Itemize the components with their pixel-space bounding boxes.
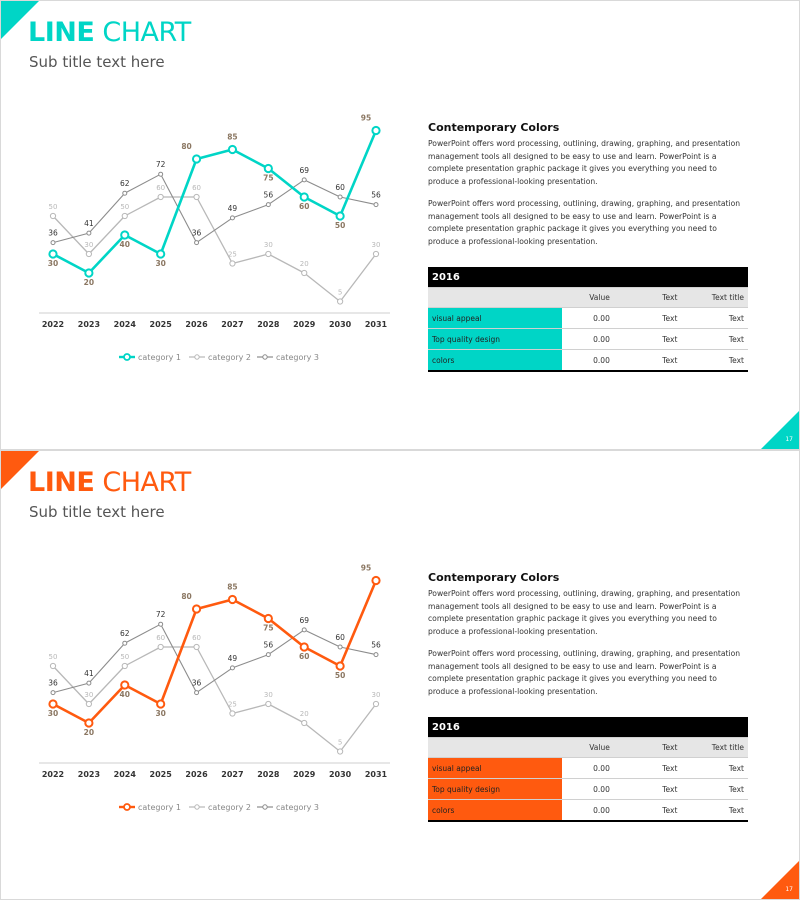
data-label: 95 xyxy=(360,113,372,123)
row-text: Text xyxy=(612,800,680,822)
legend-swatch-marker xyxy=(124,354,130,360)
info-paragraph-1: PowerPoint offers word processing, outlining, drawing, graphing, and presentation management tools all designed to be easy to use and learn. PowerPoint is a complete presentation graphic package it gives you everything you need to produce a professional-looking presentation. xyxy=(428,139,741,186)
table-row xyxy=(428,758,748,779)
data-point xyxy=(86,701,91,706)
data-label: 30 xyxy=(47,709,59,718)
data-point xyxy=(195,241,199,245)
data-label: 62 xyxy=(120,179,130,189)
data-label: 30 xyxy=(84,241,94,249)
x-tick-label: 2024 xyxy=(113,320,136,329)
data-label: 85 xyxy=(227,132,238,142)
data-point xyxy=(266,701,271,706)
data-table xyxy=(428,267,748,372)
info-paragraph-2: PowerPoint offers word processing, outlining, drawing, graphing, and presentation management tools all designed to be easy to use and learn. PowerPoint is a complete presentation graphic package it gives you everything you need to produce a professional-looking presentation. xyxy=(428,649,741,696)
data-label: 69 xyxy=(299,165,309,175)
data-point xyxy=(121,231,128,238)
series-line-2 xyxy=(53,197,376,302)
data-point xyxy=(230,666,234,670)
row-text-title: Text xyxy=(679,329,748,350)
data-table xyxy=(428,717,748,822)
row-label: colors xyxy=(428,800,562,822)
data-point xyxy=(338,645,342,649)
slide-2 xyxy=(0,450,800,900)
x-tick-label: 2022 xyxy=(41,320,65,329)
row-text-title: Text xyxy=(679,308,748,329)
data-point xyxy=(123,641,127,645)
x-tick-label: 2031 xyxy=(364,320,388,329)
data-point xyxy=(337,212,344,219)
data-label: 95 xyxy=(360,563,372,573)
data-label: 60 xyxy=(156,634,166,642)
data-label: 60 xyxy=(156,184,166,192)
data-point xyxy=(230,711,235,716)
data-point xyxy=(159,622,163,626)
data-point xyxy=(157,250,164,257)
data-point xyxy=(194,194,199,199)
data-point xyxy=(86,251,91,256)
data-point xyxy=(338,749,343,754)
data-label: 30 xyxy=(47,259,59,268)
x-tick-label: 2030 xyxy=(328,320,352,329)
data-label: 56 xyxy=(371,640,381,650)
legend-entry: category 3 xyxy=(276,803,319,812)
data-point xyxy=(266,251,271,256)
data-point xyxy=(194,644,199,649)
data-label: 25 xyxy=(227,250,237,259)
table-header-text-title: Text title xyxy=(679,738,748,758)
data-label: 30 xyxy=(371,691,381,699)
table-header-value: Value xyxy=(562,738,612,758)
data-point xyxy=(49,250,56,257)
data-point xyxy=(122,663,127,668)
data-point xyxy=(50,663,55,668)
data-label: 30 xyxy=(155,259,166,268)
series-line-1 xyxy=(53,581,376,724)
data-label: 5 xyxy=(337,738,343,747)
data-point xyxy=(122,213,127,218)
corner-accent-bottom-right xyxy=(761,861,799,899)
data-label: 50 xyxy=(120,203,130,211)
data-point xyxy=(230,261,235,266)
data-label: 50 xyxy=(334,221,346,230)
x-tick-label: 2026 xyxy=(185,770,208,779)
title-strong: LINE xyxy=(28,17,95,48)
row-text: Text xyxy=(612,350,680,372)
data-point xyxy=(302,178,306,182)
info-heading: Contemporary Colors xyxy=(428,121,560,134)
data-label: 30 xyxy=(263,691,273,699)
legend-entry: category 1 xyxy=(138,803,181,812)
x-tick-label: 2026 xyxy=(185,320,208,329)
data-point xyxy=(302,720,307,725)
x-tick-label: 2029 xyxy=(293,770,316,779)
table-row xyxy=(428,329,748,350)
data-label: 60 xyxy=(335,633,345,642)
info-heading: Contemporary Colors xyxy=(428,571,560,584)
data-point xyxy=(373,701,378,706)
data-label: 40 xyxy=(119,240,130,249)
data-label: 60 xyxy=(335,183,345,192)
title-strong: LINE xyxy=(28,467,95,498)
legend-entry: category 2 xyxy=(208,353,251,362)
data-point xyxy=(157,700,164,707)
data-label: 62 xyxy=(120,629,130,639)
table-row xyxy=(428,308,748,329)
data-point xyxy=(301,643,308,650)
data-label: 36 xyxy=(48,228,58,238)
data-point xyxy=(266,203,270,207)
data-point xyxy=(85,269,92,276)
table-title: 2016 xyxy=(428,717,748,738)
row-label: Top quality design xyxy=(428,779,562,800)
info-paragraph-1: PowerPoint offers word processing, outlining, drawing, graphing, and presentation management tools all designed to be easy to use and learn. PowerPoint is a complete presentation graphic package it gives you everything you need to produce a professional-looking presentation. xyxy=(428,589,741,636)
data-point xyxy=(230,216,234,220)
data-label: 60 xyxy=(192,184,202,192)
series-line-1 xyxy=(53,131,376,274)
data-label: 60 xyxy=(299,652,310,661)
data-label: 20 xyxy=(299,710,309,718)
data-point xyxy=(158,194,163,199)
legend-swatch-marker xyxy=(263,355,267,359)
x-tick-label: 2025 xyxy=(149,320,172,329)
legend-entry: category 3 xyxy=(276,353,319,362)
row-text: Text xyxy=(612,308,680,329)
x-tick-label: 2023 xyxy=(77,320,101,329)
table-title: 2016 xyxy=(428,267,748,288)
data-point xyxy=(49,700,56,707)
data-label: 85 xyxy=(227,582,238,592)
data-point xyxy=(85,719,92,726)
data-point xyxy=(229,596,236,603)
data-point xyxy=(338,195,342,199)
data-label: 20 xyxy=(299,260,309,268)
data-label: 30 xyxy=(84,691,94,699)
series-line-2 xyxy=(53,647,376,752)
data-point xyxy=(229,146,236,153)
row-text-title: Text xyxy=(679,800,748,822)
legend-swatch-marker xyxy=(124,804,130,810)
table-header-empty xyxy=(428,288,562,308)
row-label: colors xyxy=(428,350,562,372)
data-point xyxy=(374,203,378,207)
data-point xyxy=(266,653,270,657)
x-tick-label: 2024 xyxy=(113,770,136,779)
x-tick-label: 2023 xyxy=(77,770,101,779)
table-header-text-title: Text title xyxy=(679,288,748,308)
data-point xyxy=(337,662,344,669)
row-value: 0.00 xyxy=(562,350,612,372)
data-point xyxy=(372,127,379,134)
data-label: 69 xyxy=(299,615,309,625)
x-tick-label: 2029 xyxy=(293,320,316,329)
data-label: 50 xyxy=(334,671,346,680)
line-chart-svg xyxy=(31,111,401,371)
x-tick-label: 2025 xyxy=(149,770,172,779)
data-point xyxy=(302,628,306,632)
data-point xyxy=(159,172,163,176)
data-point xyxy=(87,231,91,235)
data-label: 50 xyxy=(120,653,130,661)
data-label: 80 xyxy=(181,592,192,601)
data-label: 36 xyxy=(191,678,202,688)
table-row xyxy=(428,350,748,372)
row-text-title: Text xyxy=(679,758,748,779)
x-tick-label: 2030 xyxy=(328,770,352,779)
data-point xyxy=(302,270,307,275)
data-point xyxy=(374,653,378,657)
data-label: 20 xyxy=(83,728,95,737)
data-label: 30 xyxy=(263,241,273,249)
data-label: 49 xyxy=(227,203,238,213)
row-text: Text xyxy=(612,329,680,350)
data-label: 60 xyxy=(192,634,202,642)
table-header-value: Value xyxy=(562,288,612,308)
data-label: 41 xyxy=(84,669,94,679)
info-paragraph-2: PowerPoint offers word processing, outlining, drawing, graphing, and presentation management tools all designed to be easy to use and learn. PowerPoint is a complete presentation graphic package it gives you everything you need to produce a professional-looking presentation. xyxy=(428,199,741,246)
data-point xyxy=(123,191,127,195)
legend-entry: category 1 xyxy=(138,353,181,362)
row-value: 0.00 xyxy=(562,329,612,350)
data-label: 80 xyxy=(181,142,192,151)
line-chart-svg xyxy=(31,561,401,821)
data-label: 36 xyxy=(191,228,202,238)
data-label: 56 xyxy=(263,190,274,200)
page-number: 17 xyxy=(785,436,793,443)
data-label: 60 xyxy=(299,202,310,211)
data-point xyxy=(372,577,379,584)
info-block xyxy=(428,571,748,708)
data-point xyxy=(193,605,200,612)
row-text: Text xyxy=(612,779,680,800)
data-point xyxy=(193,155,200,162)
data-point xyxy=(195,691,199,695)
data-point xyxy=(373,251,378,256)
row-value: 0.00 xyxy=(562,779,612,800)
data-label: 50 xyxy=(48,653,58,661)
x-tick-label: 2027 xyxy=(221,770,244,779)
data-label: 25 xyxy=(227,700,237,709)
line-chart xyxy=(31,111,401,371)
page-number: 17 xyxy=(785,886,793,893)
corner-accent-bottom-right xyxy=(761,411,799,449)
info-block xyxy=(428,121,748,258)
table-header-text: Text xyxy=(612,288,680,308)
data-point xyxy=(265,165,272,172)
data-point xyxy=(301,193,308,200)
x-tick-label: 2031 xyxy=(364,770,388,779)
slide-subtitle: Sub title text here xyxy=(29,53,165,71)
table-row xyxy=(428,800,748,822)
row-label: visual appeal xyxy=(428,308,562,329)
data-label: 75 xyxy=(263,173,274,183)
x-tick-label: 2027 xyxy=(221,320,244,329)
table-header-empty xyxy=(428,738,562,758)
data-point xyxy=(87,681,91,685)
data-point xyxy=(338,299,343,304)
data-label: 41 xyxy=(84,219,94,229)
slide-title xyxy=(28,467,191,498)
x-tick-label: 2022 xyxy=(41,770,65,779)
data-label: 5 xyxy=(337,288,343,297)
data-point xyxy=(51,691,55,695)
slide-subtitle: Sub title text here xyxy=(29,503,165,521)
data-label: 56 xyxy=(263,640,274,650)
data-label: 40 xyxy=(119,690,130,699)
line-chart xyxy=(31,561,401,821)
row-label: Top quality design xyxy=(428,329,562,350)
data-point xyxy=(50,213,55,218)
legend-swatch-marker xyxy=(263,805,267,809)
data-label: 30 xyxy=(371,241,381,249)
data-point xyxy=(51,241,55,245)
data-label: 56 xyxy=(371,190,381,200)
row-value: 0.00 xyxy=(562,800,612,822)
row-text-title: Text xyxy=(679,350,748,372)
table-row xyxy=(428,779,748,800)
legend-swatch-marker xyxy=(195,805,199,809)
row-text-title: Text xyxy=(679,779,748,800)
data-label: 36 xyxy=(48,678,58,688)
x-tick-label: 2028 xyxy=(257,770,280,779)
data-label: 49 xyxy=(227,653,238,663)
data-label: 30 xyxy=(155,709,166,718)
legend-entry: category 2 xyxy=(208,803,251,812)
data-label: 50 xyxy=(48,203,58,211)
data-point xyxy=(158,644,163,649)
data-point xyxy=(265,615,272,622)
data-label: 20 xyxy=(83,278,95,287)
legend-swatch-marker xyxy=(195,355,199,359)
table-header-text: Text xyxy=(612,738,680,758)
x-tick-label: 2028 xyxy=(257,320,280,329)
row-value: 0.00 xyxy=(562,308,612,329)
slide-title xyxy=(28,17,191,48)
title-rest: CHART xyxy=(94,467,191,498)
data-label: 72 xyxy=(155,610,166,620)
row-value: 0.00 xyxy=(562,758,612,779)
row-text: Text xyxy=(612,758,680,779)
title-rest: CHART xyxy=(94,17,191,48)
row-label: visual appeal xyxy=(428,758,562,779)
data-label: 72 xyxy=(155,160,166,170)
data-label: 75 xyxy=(263,623,274,633)
data-point xyxy=(121,681,128,688)
